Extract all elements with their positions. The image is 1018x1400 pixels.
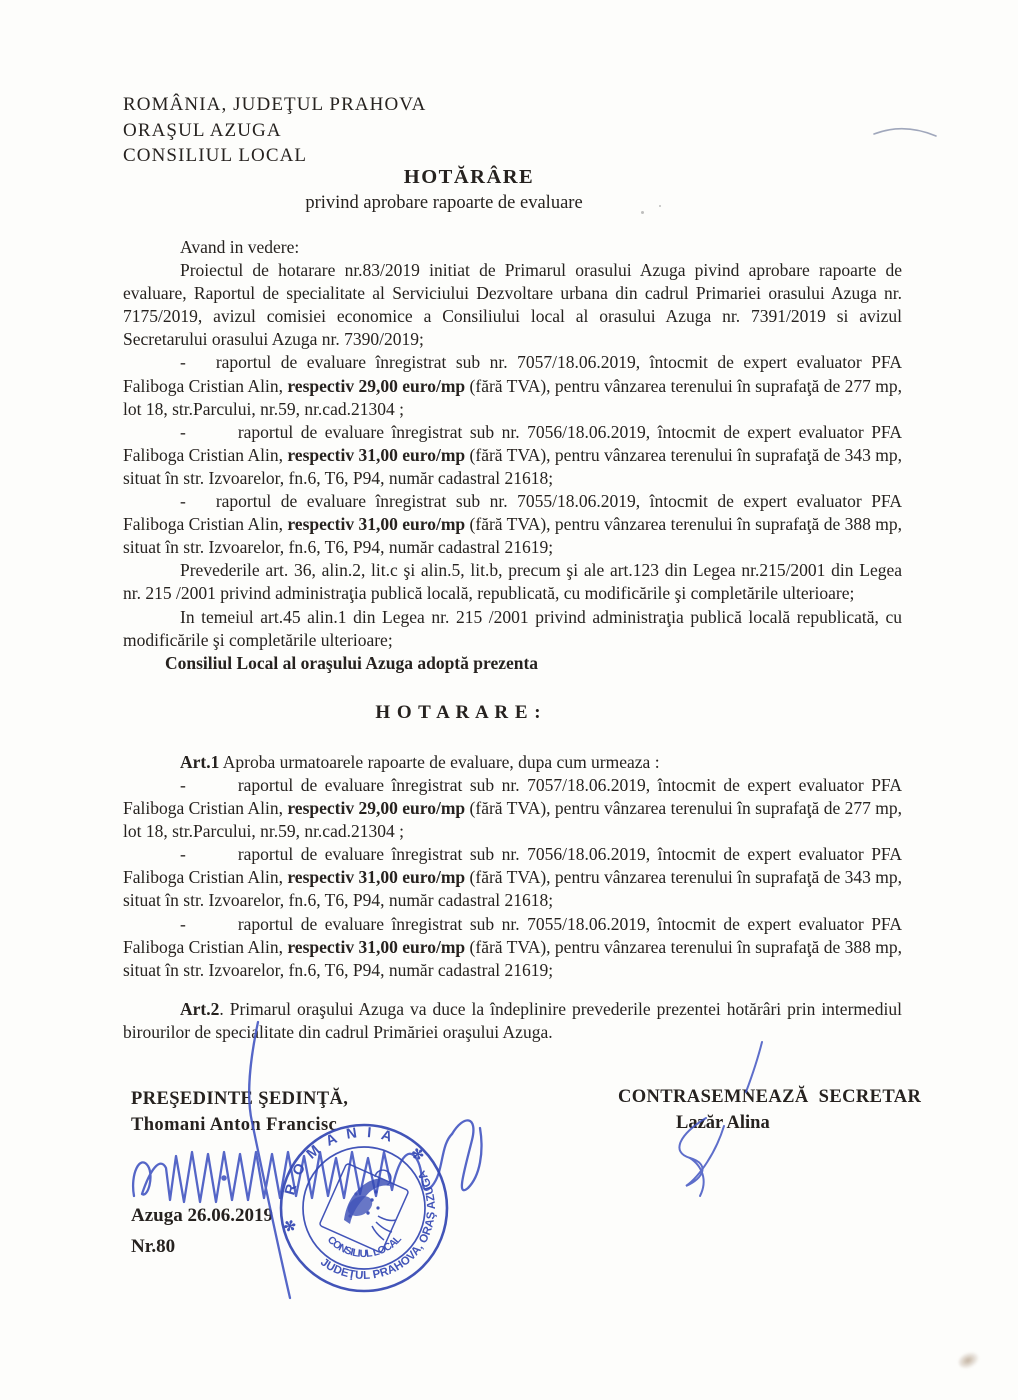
report-text: raportul de evaluare înregistrat sub nr. 7056/18.06.2019, întocmit de expert evaluator PFA Faliboga Cristian Alin, [123,421,902,465]
stamp-shield [319,1163,409,1253]
report-text: (fără TVA), pentru vânzarea terenului în suprafaţă de 277 mp, lot 18, str.Parcului, nr.59, nr.cad.21304 ; [123,798,902,842]
scan-speck [659,205,661,207]
article-2-text: . Primarul oraşului Azuga va duce la îndeplinire prevederile prezentei hotărâri prin intermediul birourilor de specialitate din cadrul Primăriei oraşului Azuga. [123,998,902,1042]
letterhead-line-country: ROMÂNIA, JUDEŢUL PRAHOVA [123,94,427,115]
decision-heading: H O T A R A R E : [375,701,542,723]
report-text: (fără TVA), pentru vânzarea terenului în suprafaţă de 343 mp, situat în str. Izvoarelor, fn.6, T6, P94, număr cadastral 21618; [123,444,902,488]
report-text: (fără TVA), pentru vânzarea terenului în suprafaţă de 277 mp, lot 18, str.Parcului, nr.59, nr.cad.21304 ; [123,375,902,419]
report-item [123,421,902,490]
report-item [123,774,902,843]
report-text: raportul de evaluare înregistrat sub nr. 7055/18.06.2019, întocmit de expert evaluator PFA Faliboga Cristian Alin, [123,913,902,957]
pen-stroke-icon [860,115,950,145]
report-price: respectiv 29,00 euro/mp [287,375,466,396]
report-text: (fără TVA), pentru vânzarea terenului în suprafaţă de 388 mp, situat în str. Izvoarelor, fn.6, T6, P94, număr cadastral 21619; [123,936,902,980]
paragraph-adopt: Consiliul Local al oraşului Azuga adoptă prezenta [165,652,539,673]
paragraph-temeiul: In temeiul art.45 alin.1 din Legea nr. 215 /2001 privind administraţia publică locală republicată, cu modificările şi completările ulterioare; [123,606,902,650]
preamble-intro: Avand in vedere: [180,237,300,257]
svg-text:JUDEŢUL PRAHOVA, ORAŞ AZUGA [318,1167,438,1282]
document-subtitle: privind aprobare rapoarte de evaluare [305,193,583,213]
article-1-text: Aproba urmatoarele rapoarte de evaluare, dupa cum urmeaza : [219,751,660,772]
report-text: raportul de evaluare înregistrat sub nr. 7057/18.06.2019, întocmit de expert evaluator PFA Faliboga Cristian Alin, [123,774,902,819]
official-stamp [272,1120,458,1302]
decision-number: Nr.80 [131,1236,176,1257]
svg-text:✻ ROMÂNIA ✻ [281,1125,429,1233]
stamp-inner-text: CONSILIUL LOCAL [324,1232,405,1261]
report-price: respectiv 31,00 euro/mp [287,867,466,888]
article-1 [123,751,902,774]
document-title: HOTĂRÂRE [403,166,535,188]
report-item [123,913,902,982]
bullet-dash: - [180,913,186,934]
stamp-county-text: JUDEŢUL PRAHOVA, ORAŞ AZUGA [318,1167,439,1283]
letterhead-line-council: CONSILIUL LOCAL [123,145,308,166]
president-role: PREŞEDINTE ŞEDINŢĂ, [131,1089,349,1109]
stamp-country-text: ✻ ROMÂNIA ✻ [280,1124,429,1234]
paragraph-prevederile: Prevederile art. 36, alin.2, lit.c şi alin.5, lit.b, precum şi ale art.123 din Legea nr.215/2001 din Legea nr. 215 /2001 privind administraţia publică locală, republicată, cu modificările şi completările ulterioare; [123,560,902,604]
president-signature-icon [100,1000,560,1310]
report-item [123,843,902,912]
report-price: respectiv 31,00 euro/mp [287,444,466,465]
paragraph-project: Proiectul de hotarare nr.83/2019 initiat de Primarul orasului Azuga pivind aprobare rapoarte de evaluare, Raportul de specialitate al Serviciului Dezvoltare urbana din cadrul Primariei orasului Azuga nr. 7175/2019, avizul comisiei economice a Consiliului local al orasului Azuga nr. 7391/2019 si avizul Secretarului orasului Azuga nr. 7390/2019; [123,260,902,350]
place-date: Azuga 26.06.2019 [131,1205,273,1226]
report-price: respectiv 31,00 euro/mp [287,514,466,535]
svg-text:CONSILIUL LOCAL [325,1232,405,1260]
stamp-eagle-emblem [344,1170,396,1240]
report-text: (fără TVA), pentru vânzarea terenului în suprafaţă de 343 mp, situat în str. Izvoarelor, fn.6, T6, P94, număr cadastral 21618; [123,867,902,911]
report-text: (fără TVA), pentru vânzarea terenului în suprafaţă de 388 mp, situat în str. Izvoarelor, fn.6, T6, P94, număr cadastral 21619; [123,514,902,558]
bullet-dash: - [180,491,186,512]
article-2 [123,998,902,1044]
report-text: raportul de evaluare înregistrat sub nr. 7057/18.06.2019, întocmit de expert evaluator PFA Faliboga Cristian Alin, [123,352,902,396]
report-item [123,490,902,559]
secretary-role: CONTRASEMNEAZĂ SECRETAR [618,1087,922,1107]
report-text: raportul de evaluare înregistrat sub nr. 7056/18.06.2019, întocmit de expert evaluator PFA Faliboga Cristian Alin, [123,844,902,888]
report-text: raportul de evaluare înregistrat sub nr. 7055/18.06.2019, întocmit de expert evaluator PFA Faliboga Cristian Alin, [123,491,902,535]
bullet-dash: - [180,421,186,442]
letterhead [123,92,427,169]
president-name: Thomani Anton Francisc [131,1115,338,1135]
secretary-signature-block [618,1084,921,1136]
article-2-label: Art.2 [180,998,220,1019]
president-signature-block [131,1086,348,1138]
footer-block [131,1200,273,1262]
report-item [123,351,902,420]
ink-smudge [956,1348,983,1372]
secretary-name: Lazăr Alina [676,1113,770,1133]
report-price: respectiv 29,00 euro/mp [287,798,466,819]
document-body [123,236,902,1044]
report-price: respectiv 31,00 euro/mp [287,936,466,957]
letterhead-line-city: ORAŞUL AZUGA [123,119,282,141]
scan-speck [641,211,644,214]
bullet-dash: - [180,352,186,373]
article-1-label: Art.1 [180,751,220,772]
bullet-dash: - [180,774,186,795]
bullet-dash: - [180,844,186,865]
